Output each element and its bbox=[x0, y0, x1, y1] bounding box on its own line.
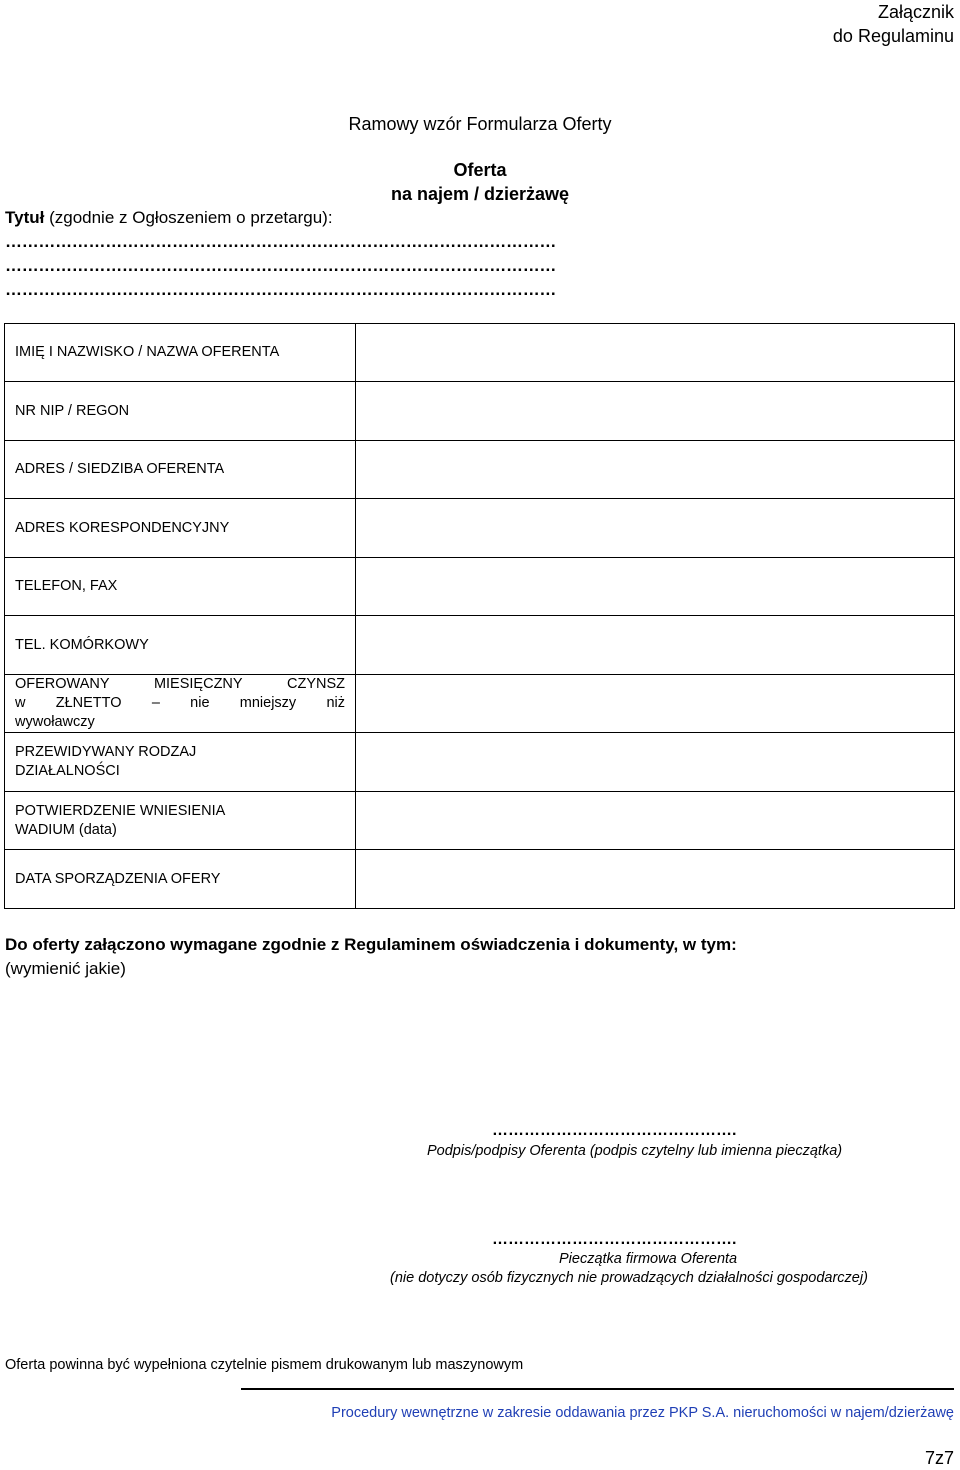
form-field-activity[interactable] bbox=[356, 733, 955, 792]
form-label-line: WADIUM (data) bbox=[15, 821, 117, 838]
signature-caption: Podpis/podpisy Oferenta (podpis czytelny lub imienna pieczątka) bbox=[427, 1143, 843, 1159]
attachments-heading: Do oferty załączono wymagane zgodnie z Regulaminem oświadczenia i dokumenty, w tym: bbox=[5, 935, 737, 954]
form-label-line: wywoławczy bbox=[15, 714, 95, 730]
form-field-deposit[interactable] bbox=[356, 792, 955, 850]
attachments-section bbox=[5, 933, 737, 981]
footer-text: Procedury wewnętrzne w zakresie oddawania przez PKP S.A. nieruchomości w najem/dzierżawę bbox=[331, 1405, 954, 1421]
form-label: TELEFON, FAX bbox=[5, 558, 356, 616]
form-label: IMIĘ I NAZWISKO / NAZWA OFERENTA bbox=[5, 324, 356, 382]
form-label: ADRES / SIEDZIBA OFERENTA bbox=[5, 441, 356, 499]
attachment-label: Załącznik bbox=[877, 2, 954, 22]
form-label bbox=[5, 675, 356, 733]
form-label-line: POTWIERDZENIE WNIESIENIA bbox=[15, 802, 226, 819]
form-label bbox=[5, 792, 356, 850]
form-field-mobile[interactable] bbox=[356, 616, 955, 675]
form-label: TEL. KOMÓRKOWY bbox=[5, 616, 356, 675]
company-stamp-caption: Pieczątka firmowa Oferenta bbox=[559, 1251, 738, 1267]
form-row bbox=[5, 382, 955, 441]
form-field-address[interactable] bbox=[356, 441, 955, 499]
company-stamp-note: (nie dotyczy osób fizycznych nie prowadzących działalności gospodarczej) bbox=[390, 1270, 868, 1286]
subject-dots-2[interactable]: ……………………………………………………………………………………… bbox=[5, 256, 557, 275]
subject-dots-3[interactable]: ……………………………………………………………………………………… bbox=[5, 280, 557, 299]
fill-instruction: Oferta powinna być wypełniona czytelnie pismem drukowanym lub maszynowym bbox=[5, 1357, 524, 1373]
form-row bbox=[5, 324, 955, 382]
form-field-nip[interactable] bbox=[356, 382, 955, 441]
form-row bbox=[5, 675, 955, 733]
offer-subheading: na najem / dzierżawę bbox=[390, 184, 570, 204]
form-field-date[interactable] bbox=[356, 850, 955, 909]
form-label-line: OFEROWANY MIESIĘCZNY CZYNSZ bbox=[15, 676, 345, 692]
document-title: Ramowy wzór Formularza Oferty bbox=[348, 114, 612, 134]
form-field-rent[interactable] bbox=[356, 675, 955, 733]
form-row bbox=[5, 499, 955, 558]
subject-dots-1[interactable]: ……………………………………………………………………………………… bbox=[5, 232, 557, 251]
company-stamp-line[interactable]: ………………………………………. bbox=[492, 1231, 737, 1248]
form-label: NR NIP / REGON bbox=[5, 382, 356, 441]
form-row bbox=[5, 792, 955, 850]
form-label-line: DZIAŁALNOŚCI bbox=[15, 763, 120, 779]
offer-heading: Oferta bbox=[453, 160, 507, 180]
form-field-name[interactable] bbox=[356, 324, 955, 382]
subject-label: Tytuł bbox=[5, 208, 45, 227]
form-field-phone-fax[interactable] bbox=[356, 558, 955, 616]
regulation-label: do Regulaminu bbox=[832, 26, 954, 46]
offer-form-table bbox=[4, 323, 955, 909]
form-field-correspondence[interactable] bbox=[356, 499, 955, 558]
form-label bbox=[5, 733, 356, 792]
subject-line bbox=[5, 208, 333, 228]
attachments-hint: (wymienić jakie) bbox=[5, 959, 126, 978]
form-row bbox=[5, 616, 955, 675]
signature-line[interactable]: ………………………………………. bbox=[492, 1122, 737, 1139]
form-row bbox=[5, 733, 955, 792]
form-row bbox=[5, 850, 955, 909]
form-row bbox=[5, 558, 955, 616]
page-number: 7z7 bbox=[924, 1448, 954, 1468]
form-row bbox=[5, 441, 955, 499]
form-label-line: w ZŁNETTO – nie mniejszy niż bbox=[15, 695, 345, 711]
footer-divider bbox=[241, 1388, 954, 1390]
attachment-header bbox=[833, 0, 954, 48]
form-label: DATA SPORZĄDZENIA OFERY bbox=[5, 850, 356, 909]
form-label-line: PRZEWIDYWANY RODZAJ bbox=[15, 744, 197, 760]
form-label: ADRES KORESPONDENCYJNY bbox=[5, 499, 356, 558]
subject-hint: (zgodnie z Ogłoszeniem o przetargu): bbox=[44, 208, 333, 227]
